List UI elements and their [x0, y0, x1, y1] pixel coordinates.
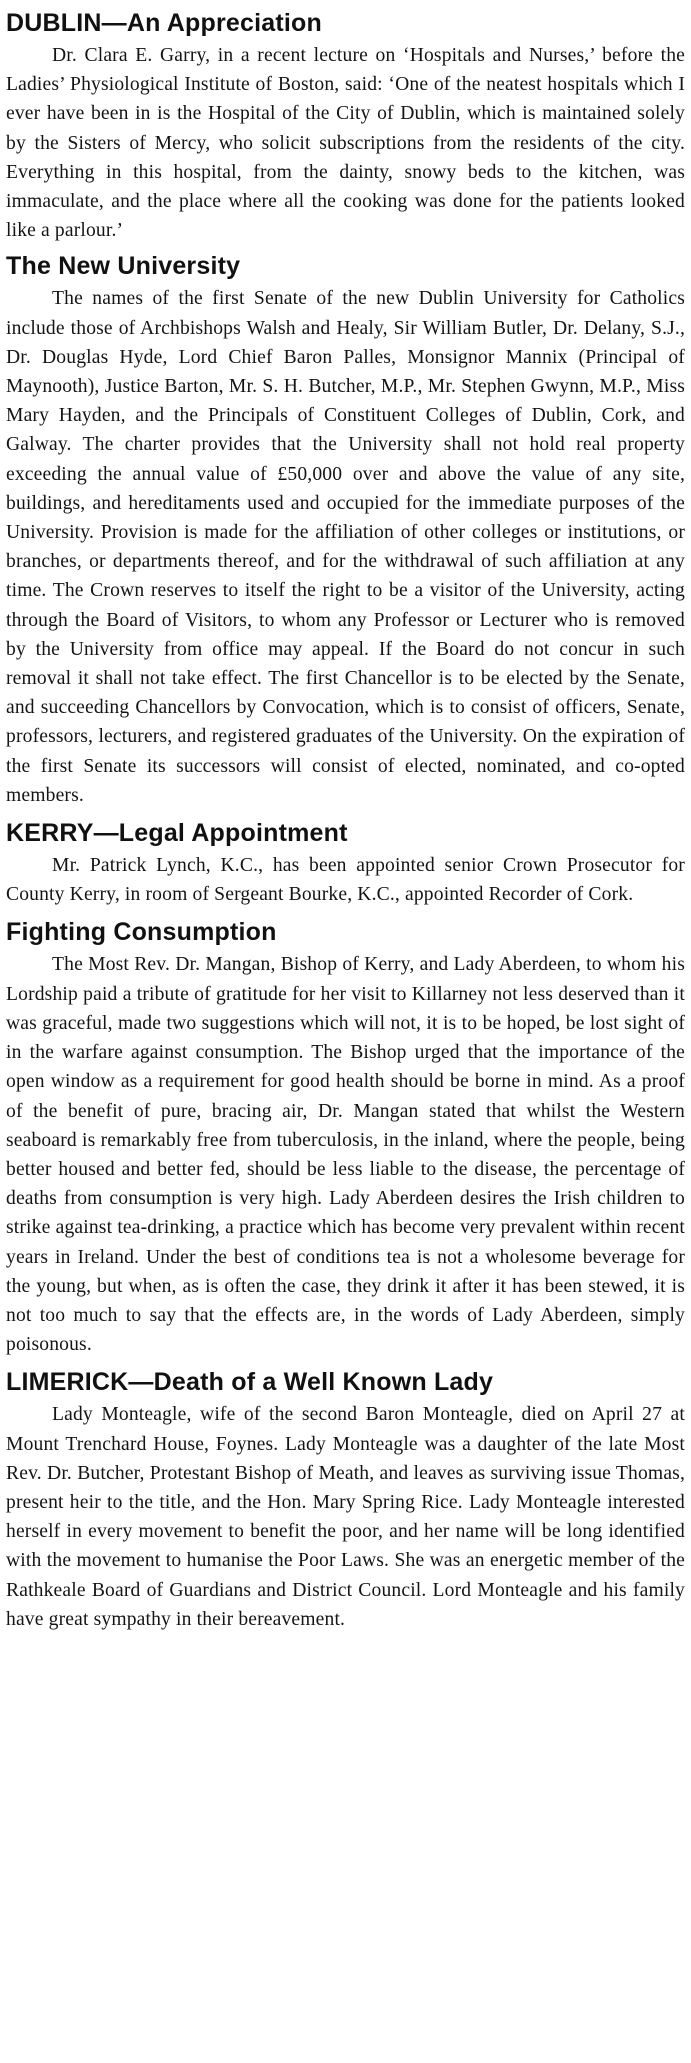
- section-heading: The New University: [6, 252, 241, 281]
- section-dublin-appreciation: [6, 8, 685, 245]
- section-body: The names of the first Senate of the new Dublin University for Catholics include those of Archbishops Walsh and Healy, Sir William Butler, Dr. Delany, S.J., Dr. Douglas Hyde, Lord Chief Baron Palles, Monsignor Mannix (Principal of Maynooth), Justice Barton, Mr. S. H. Butcher, M.P., Mr. Stephen Gwynn, M.P., Miss Mary Hayden, and the Principals of Constituent Colleges of Dublin, Cork, and Galway. The charter provides that the University shall not hold real property exceeding the annual value of £50,000 over and above the value of any site, buildings, and hereditaments used and occupied for the immediate purposes of the University. Provision is made for the affiliation of other colleges or institutions, or branches, or departments thereof, and for the withdrawal of such affiliation at any time. The Crown reserves to itself the right to be a visitor of the University, acting through the Board of Visitors, to whom any Professor or Lecturer who is removed by the University from office may appeal. If the Board do not concur in such removal it shall not take effect. The first Chancellor is to be elected by the Senate, and succeeding Chancellors by Convocation, which is to consist of officers, Senate, professors, lecturers, and registered graduates of the University. On the expiration of the first Senate its successors will consist of elected, nominated, and co-opted members.: [6, 288, 685, 806]
- section-heading: DUBLIN—An Appreciation: [6, 9, 322, 37]
- section-body: The Most Rev. Dr. Mangan, Bishop of Kerry, and Lady Aberdeen, to whom his Lordship paid a tribute of gratitude for her visit to Killarney not less deserved than it was graceful, made two suggestions which will not, it is to be hoped, be lost sight of in the warfare against consumption. The Bishop urged that the importance of the open window as a requirement for good health should be borne in mind. As a proof of the benefit of pure, bracing air, Dr. Mangan stated that whilst the Western seaboard is remarkably free from tuberculosis, in the inland, where the people, being better housed and better fed, should be less liable to the disease, the percentage of deaths from consumption is very high. Lady Aberdeen desires the Irish children to strike against tea-drinking, a practice which has become very prevalent within recent years in Ireland. Under the best of conditions tea is not a wholesome beverage for the young, but when, as is often the case, they drink it after it has been stewed, it is not too much to say that the effects are, in the words of Lady Aberdeen, simply poisonous.: [6, 954, 685, 1356]
- section-body: Lady Monteagle, wife of the second Baron Monteagle, died on April 27 at Mount Trenchard House, Foynes. Lady Monteagle was a daughter of the late Most Rev. Dr. Butcher, Protestant Bishop of Meath, and leaves as surviving issue Thomas, present heir to the title, and the Hon. Mary Spring Rice. Lady Monteagle interested herself in every movement to benefit the poor, and her name will be long identified with the movement to humanise the Poor Laws. She was an energetic member of the Rathkeale Board of Guardians and District Council. Lord Monteagle and his family have great sympathy in their bereavement.: [6, 1404, 685, 1630]
- section-heading: Fighting Consumption: [6, 918, 277, 947]
- section-body: Mr. Patrick Lynch, K.C., has been appointed senior Crown Prosecutor for County Kerry, in room of Sergeant Bourke, K.C., appointed Recorder of Cork.: [6, 855, 685, 906]
- section-limerick-death: [6, 1367, 685, 1634]
- section-fighting-consumption: [6, 917, 685, 1359]
- section-body: Dr. Clara E. Garry, in a recent lecture on ‘Hospitals and Nurses,’ before the Ladies’ Physiological Institute of Boston, said: ‘One of the neatest hospitals which I ever have been in is the Hospital of the City of Dublin, which is maintained solely by the Sisters of Mercy, who solicit subscriptions from the residents of the city. Everything in this hospital, from the dainty, snowy beds to the kitchen, was immaculate, and the place where all the cooking was done for the patients looked like a parlour.’: [6, 45, 685, 242]
- section-heading: KERRY—Legal Appointment: [6, 819, 348, 848]
- section-heading: LIMERICK—Death of a Well Known Lady: [6, 1368, 494, 1397]
- section-new-university: [6, 251, 685, 810]
- section-kerry-legal-appointment: [6, 818, 685, 909]
- article-page: [6, 8, 685, 1634]
